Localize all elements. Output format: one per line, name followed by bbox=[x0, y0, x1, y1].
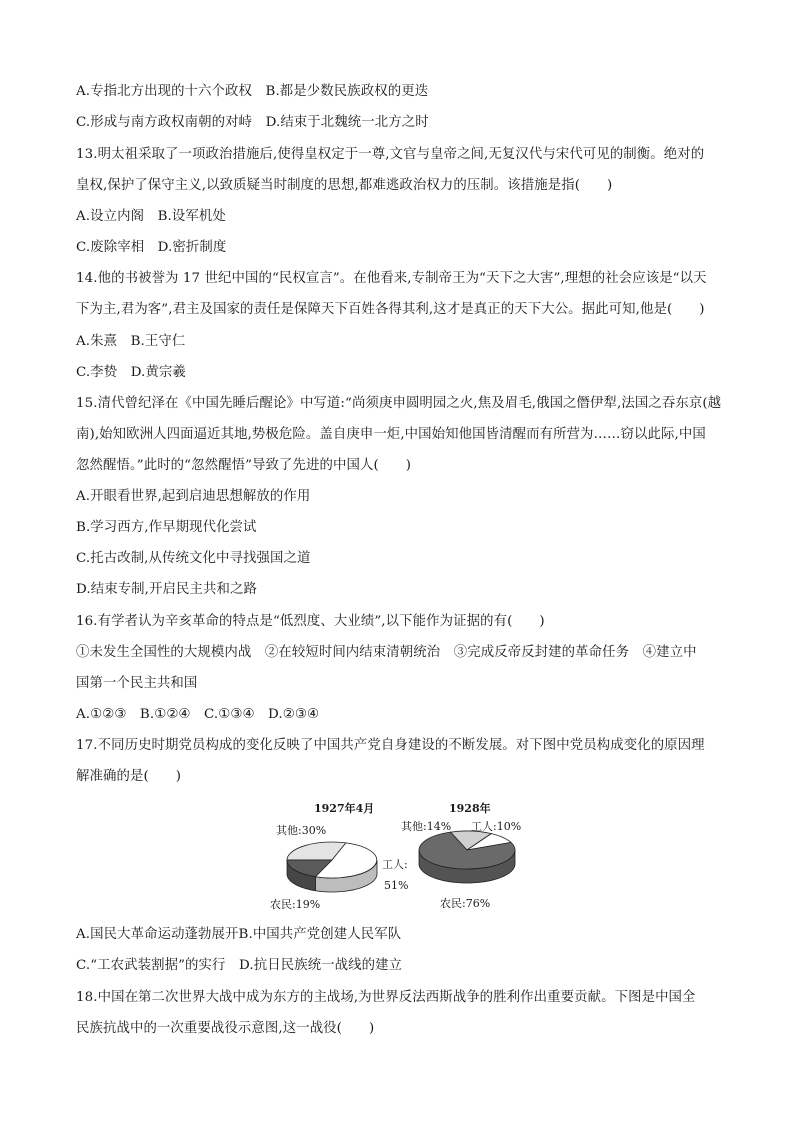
pie1-label-farmer: 农民:19% bbox=[270, 898, 321, 911]
pie2-label-farmer: 农民:76% bbox=[440, 897, 491, 910]
pie1-title: 1927年4月 bbox=[314, 802, 375, 815]
q17-options-ab: A.国民大革命运动蓬勃展开B.中国共产党创建人民军队 bbox=[76, 927, 402, 942]
q15-stem-line1: 15.清代曾纪泽在《中国先睡后醒论》中写道:“尚须庚申圆明园之火,焦及眉毛,俄国之僭伊犁,法国之吞东京(越 bbox=[76, 396, 722, 411]
q17-stem-line2: 解准确的是( ) bbox=[76, 769, 182, 784]
q18-stem-line1: 18.中国在第二次世界大战中成为东方的主战场,为世界反法西斯战争的胜利作出重要贡献。下图是中国全 bbox=[76, 990, 696, 1005]
pie2-label-other: 其他:14% bbox=[401, 820, 452, 833]
q18-stem-line2: 民族抗战中的一次重要战役示意图,这一战役( ) bbox=[76, 1021, 375, 1036]
q15-option-a: A.开眼看世界,起到启迪思想解放的作用 bbox=[76, 489, 311, 504]
q12-options-ab: A.专指北方出现的十六个政权 B.都是少数民族政权的更迭 bbox=[76, 84, 429, 99]
q15-stem-line3: 忽然醒悟。”此时的“忽然醒悟”导致了先进的中国人( ) bbox=[76, 458, 412, 473]
party-composition-figure bbox=[262, 800, 542, 915]
pie1-label-worker: 工人: bbox=[382, 858, 408, 871]
q13-stem-line2: 皇权,保护了保守主义,以致质疑当时制度的思想,都难逃政治权力的压制。该措施是指( ) bbox=[76, 178, 613, 193]
q14-options-ab: A.朱熹 B.王守仁 bbox=[76, 334, 186, 349]
q14-options-cd: C.李贽 D.黄宗羲 bbox=[76, 365, 186, 380]
q15-stem-line2: 南),始知欧洲人四面逼近其地,势极危险。盖自庚申一炬,中国始知他国皆清醒而有所营为……窃以此际,中国 bbox=[76, 427, 706, 442]
q13-stem-line1: 13.明太祖采取了一项政治措施后,使得皇权定于一尊,文官与皇帝之间,无复汉代与宋代可见的制衡。绝对的 bbox=[76, 147, 705, 162]
q16-options: A.①②③ B.①②④ C.①③④ D.②③④ bbox=[76, 707, 320, 722]
q12-options-cd: C.形成与南方政权南朝的对峙 D.结束于北魏统一北方之时 bbox=[76, 115, 429, 130]
pie1-label-other: 其他:30% bbox=[276, 824, 327, 837]
q13-options-cd: C.废除宰相 D.密折制度 bbox=[76, 240, 227, 255]
q15-option-d: D.结束专制,开启民主共和之路 bbox=[76, 582, 257, 597]
q16-items-line1: ①未发生全国性的大规模内战 ②在较短时间内结束清朝统治 ③完成反帝反封建的革命任务 ④建立中 bbox=[76, 645, 697, 660]
q16-stem: 16.有学者认为辛亥革命的特点是“低烈度、大业绩”,以下能作为证据的有( ) bbox=[76, 614, 545, 629]
q15-option-b: B.学习西方,作早期现代化尝试 bbox=[76, 520, 257, 535]
q14-stem-line1: 14.他的书被誉为 17 世纪中国的“民权宣言”。在他看来,专制帝王为“天下之大害”,理想的社会应该是“以天 bbox=[76, 271, 707, 286]
q17-options-cd: C.“工农武装割据”的实行 D.抗日民族统一战线的建立 bbox=[76, 958, 403, 973]
pie1-label-worker-value: 51% bbox=[384, 879, 409, 892]
q16-items-line2: 国第一个民主共和国 bbox=[76, 676, 198, 691]
q14-stem-line2: 下为主,君为客”,君主及国家的责任是保障天下百姓各得其利,这才是真正的天下大公。据此可知,他是( ) bbox=[76, 302, 705, 317]
q17-stem-line1: 17.不同历史时期党员构成的变化反映了中国共产党自身建设的不断发展。对下图中党员构成变化的原因理 bbox=[76, 738, 705, 753]
pie2-title: 1928年 bbox=[449, 802, 491, 815]
q13-options-ab: A.设立内阁 B.设军机处 bbox=[76, 209, 226, 224]
q15-option-c: C.托古改制,从传统文化中寻找强国之道 bbox=[76, 551, 311, 566]
party-composition-pie-charts bbox=[262, 800, 542, 915]
pie2-label-worker: 工人:10% bbox=[471, 820, 522, 833]
